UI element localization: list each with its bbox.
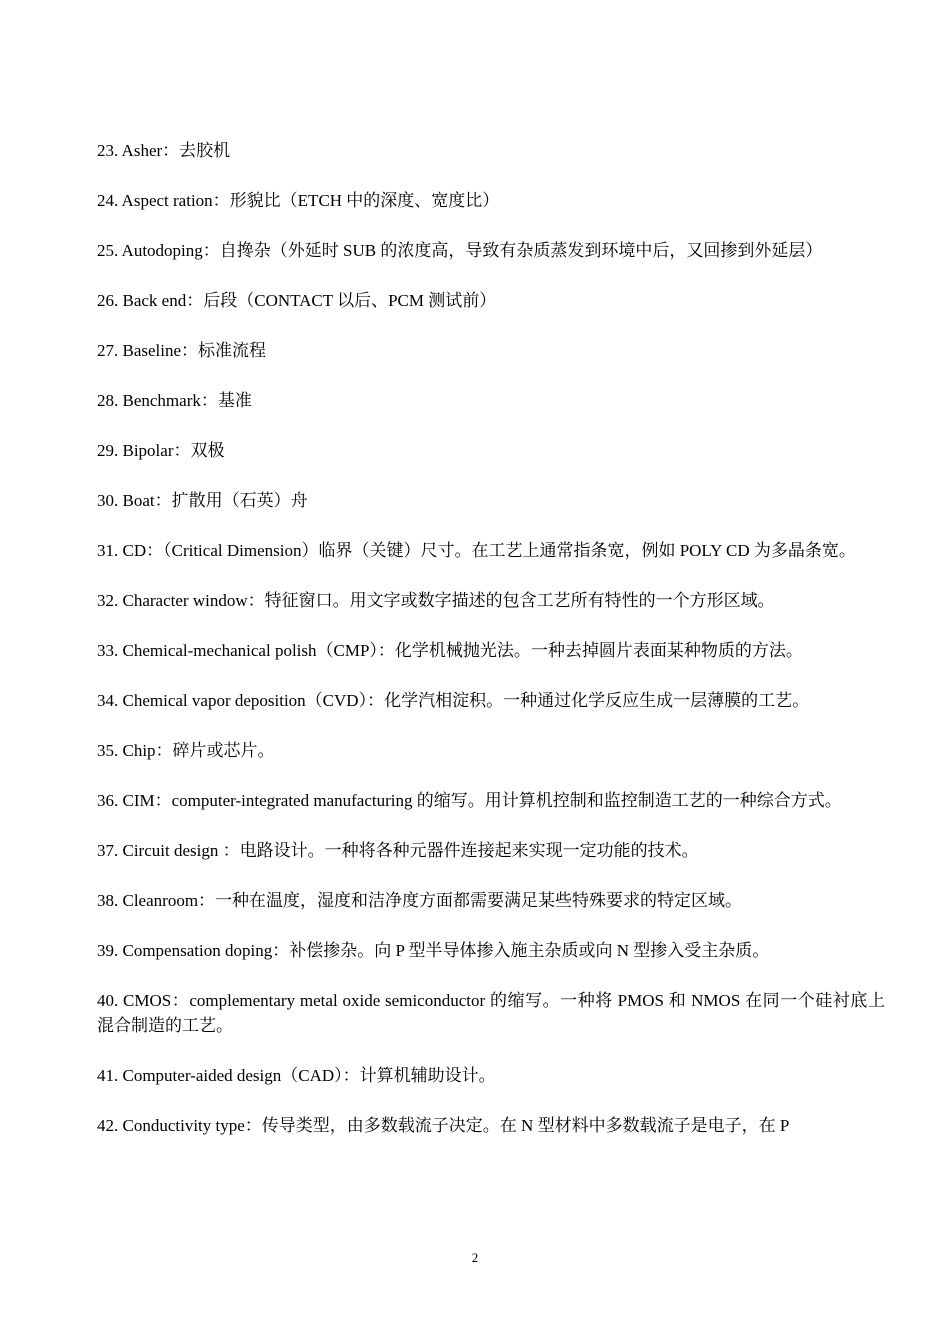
glossary-entry-42: 42. Conductivity type：传导类型，由多数载流子决定。在 N 型材料中多数载流子是电子，在 P xyxy=(97,1116,790,1135)
glossary-entry-38: 38. Cleanroom：一种在温度，湿度和洁净度方面都需要满足某些特殊要求的特定区域。 xyxy=(97,891,743,910)
glossary-entry-30: 30. Boat：扩散用（石英）舟 xyxy=(97,491,308,510)
glossary-entry-29: 29. Bipolar：双极 xyxy=(97,441,225,460)
page-number: 2 xyxy=(471,1250,479,1265)
glossary-entry-36: 36. CIM：computer-integrated manufacturing 的缩写。用计算机控制和监控制造工艺的一种综合方式。 xyxy=(97,791,842,810)
glossary-entry-34: 34. Chemical vapor deposition（CVD）：化学汽相淀积。一种通过化学反应生成一层薄膜的工艺。 xyxy=(97,691,810,710)
glossary-entry-24: 24. Aspect ration：形貌比（ETCH 中的深度、宽度比） xyxy=(97,191,500,210)
glossary-entry-26: 26. Back end：后段（CONTACT 以后、PCM 测试前） xyxy=(97,291,497,310)
glossary-entry-33: 33. Chemical-mechanical polish（CMP）：化学机械抛光法。一种去掉圆片表面某种物质的方法。 xyxy=(97,641,803,660)
glossary-entry-27: 27. Baseline：标准流程 xyxy=(97,341,267,360)
glossary-entry-31: 31. CD：（Critical Dimension）临界（关键）尺寸。在工艺上通常指条宽，例如 POLY CD 为多晶条宽。 xyxy=(97,541,856,560)
glossary-entry-25: 25. Autodoping：自搀杂（外延时 SUB 的浓度高，导致有杂质蒸发到环境中后，又回掺到外延层） xyxy=(97,241,823,260)
glossary-entry-23: 23. Asher：去胶机 xyxy=(97,141,231,160)
glossary-list xyxy=(97,138,885,1163)
glossary-entry-37: 37. Circuit design ：电路设计。一种将各种元器件连接起来实现一定功能的技术。 xyxy=(97,841,699,860)
glossary-entry-28: 28. Benchmark：基准 xyxy=(97,391,252,410)
glossary-entry-35: 35. Chip：碎片或芯片。 xyxy=(97,741,275,760)
glossary-entry-39: 39. Compensation doping：补偿掺杂。向 P 型半导体掺入施主杂质或向 N 型掺入受主杂质。 xyxy=(97,941,770,960)
glossary-entry-41: 41. Computer-aided design（CAD）：计算机辅助设计。 xyxy=(97,1066,496,1085)
glossary-entry-32: 32. Character window：特征窗口。用文字或数字描述的包含工艺所有特性的一个方形区域。 xyxy=(97,591,775,610)
glossary-entry-40: 40. CMOS：complementary metal oxide semiconductor 的缩写。一种将 PMOS 和 NMOS 在同一个硅衬底上混合制造的工艺。 xyxy=(97,991,885,1035)
